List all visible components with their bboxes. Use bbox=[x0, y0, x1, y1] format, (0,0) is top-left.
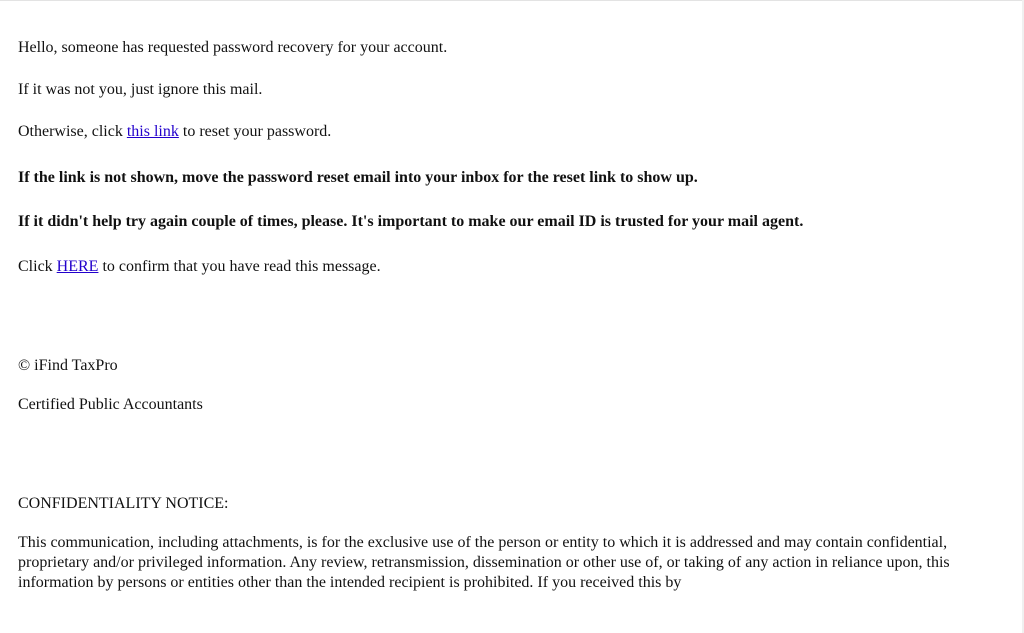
greeting-text: Hello, someone has requested password recovery for your account. bbox=[18, 39, 448, 56]
signature-company: © iFind TaxPro bbox=[18, 357, 118, 374]
ignore-text: If it was not you, just ignore this mail. bbox=[18, 81, 263, 98]
reset-password-link[interactable]: this link bbox=[126, 123, 179, 140]
confidentiality-body: This communication, including attachments, is for the exclusive use of the person or entity to which it is addressed and may contain confidential, proprietary and/or privileged information. Any review, retransmission, dissemination or other use of, or taking of any action in reliance upon, this information by persons or entities other than the intended recipient is prohibited. If you received this by bbox=[18, 534, 950, 591]
confirm-instruction-prefix: Click bbox=[18, 258, 57, 275]
confirm-here-link[interactable]: HERE bbox=[56, 258, 99, 275]
top-divider bbox=[0, 0, 1024, 1]
confidentiality-heading: CONFIDENTIALITY NOTICE: bbox=[18, 495, 229, 512]
bold-notice-inbox: If the link is not shown, move the password reset email into your inbox for the reset link to show up. bbox=[18, 169, 698, 186]
signature-tagline: Certified Public Accountants bbox=[18, 396, 203, 413]
bold-notice-retry: If it didn't help try again couple of times, please. It's important to make our email ID is trusted for your mail agent. bbox=[18, 213, 804, 230]
reset-instruction-prefix: Otherwise, click bbox=[18, 123, 127, 140]
confirm-instruction-suffix: to confirm that you have read this message. bbox=[98, 258, 381, 275]
reset-instruction-suffix: to reset your password. bbox=[178, 123, 332, 140]
confirm-instruction bbox=[18, 257, 381, 277]
reset-instruction bbox=[18, 122, 331, 142]
